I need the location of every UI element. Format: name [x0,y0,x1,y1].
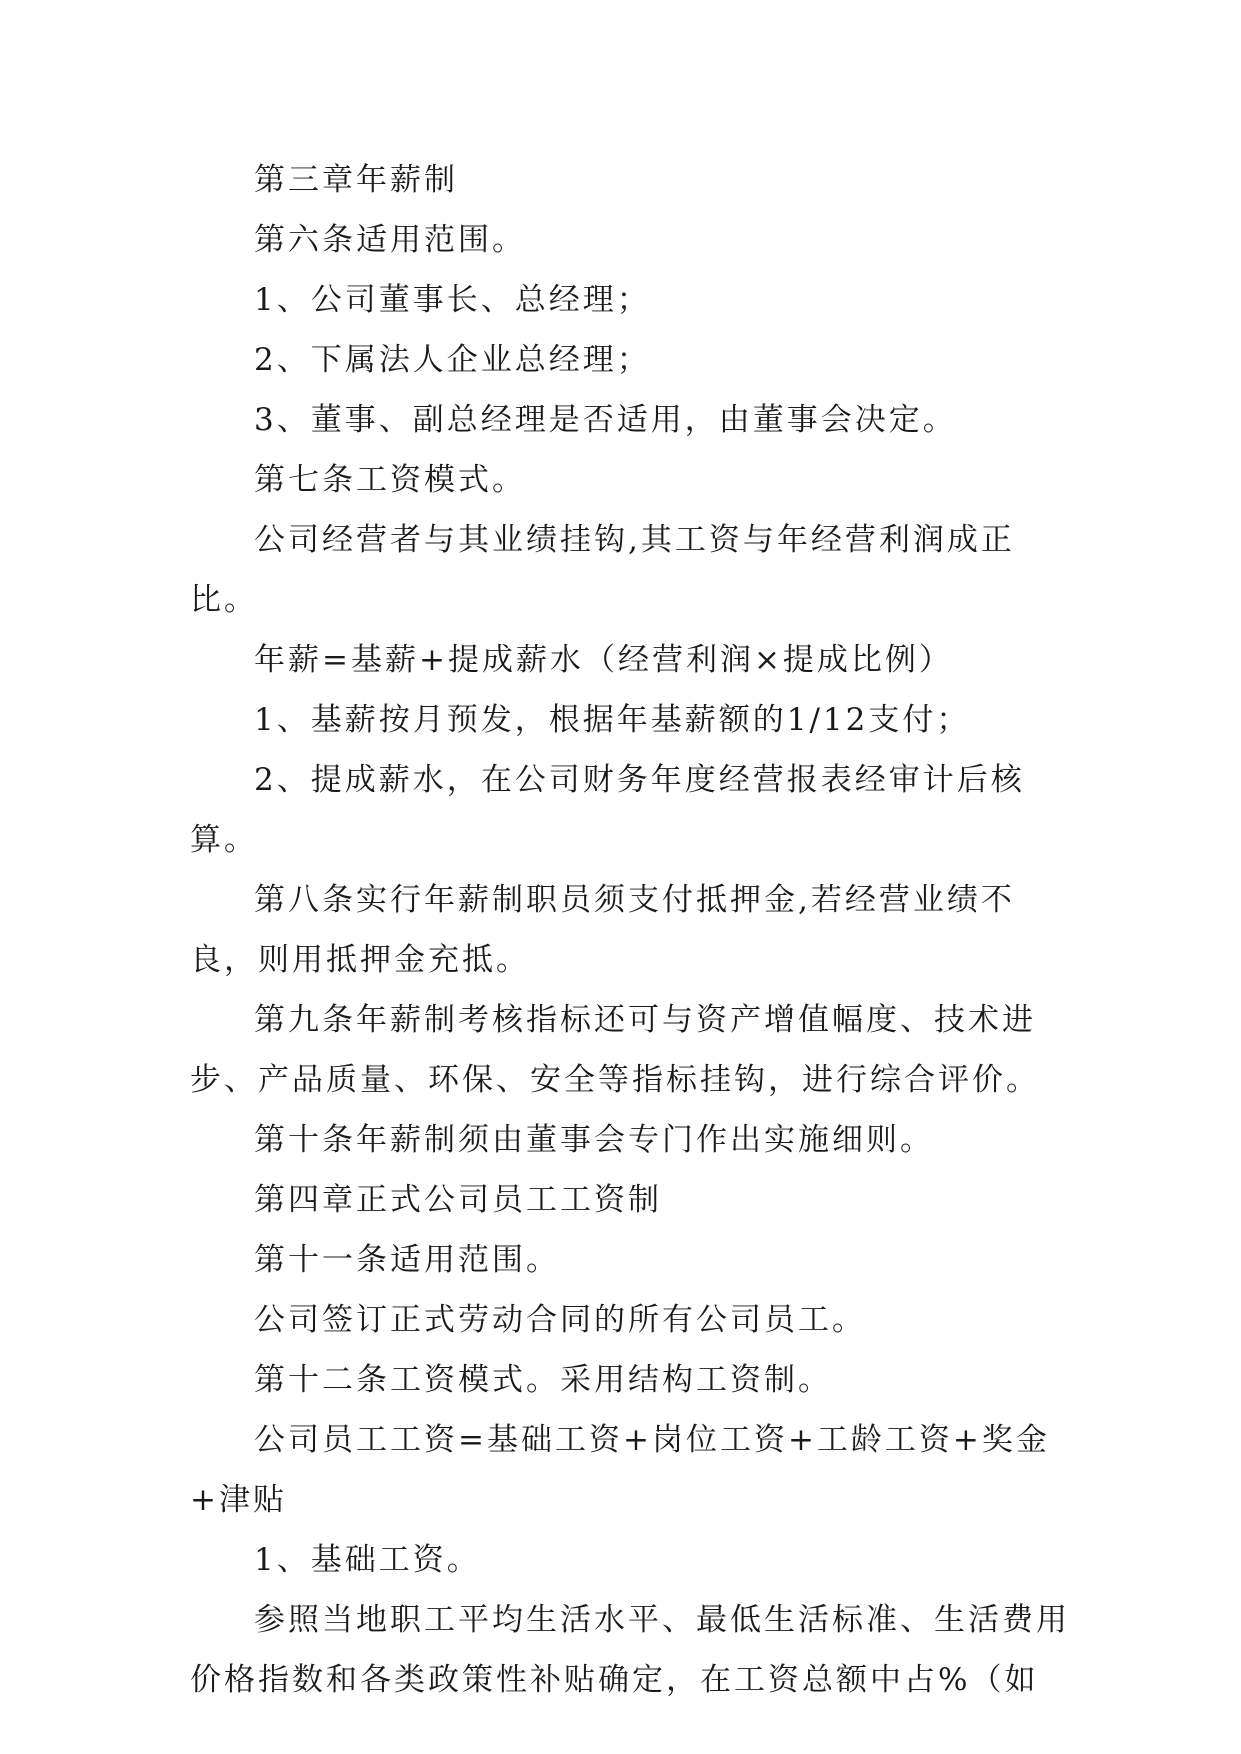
paragraph: 公司签订正式劳动合同的所有公司员工。 [254,1302,866,1338]
list-item: 1、公司董事长、总经理； [254,282,651,318]
list-item: 1、基薪按月预发，根据年基薪额的1/12支付； [254,702,971,738]
article-heading: 第七条工资模式。 [254,462,526,498]
chapter-heading: 第三章年薪制 [254,162,458,198]
chapter-heading: 第四章正式公司员工工资制 [254,1182,662,1218]
paragraph: 参照当地职工平均生活水平、最低生活标准、生活费用价格指数和各类政策性补贴确定，在工资总额中占%（如 [190,1602,1070,1698]
article-paragraph: 第十条年薪制须由董事会专门作出实施细则。 [254,1122,934,1158]
article-paragraph: 第八条实行年薪制职员须支付抵押金,若经营业绩不良，则用抵押金充抵。 [190,882,1015,978]
list-item: 1、基础工资。 [254,1542,481,1578]
formula-paragraph: 公司员工工资=基础工资+岗位工资+工龄工资+奖金+津贴 [190,1422,1050,1518]
list-item: 2、下属法人企业总经理； [254,342,651,378]
article-heading: 第十一条适用范围。 [254,1242,560,1278]
article-heading: 第六条适用范围。 [254,222,526,258]
formula-paragraph: 年薪=基薪+提成薪水（经营利润×提成比例） [254,642,953,678]
article-paragraph: 第九条年薪制考核指标还可与资产增值幅度、技术进步、产品质量、环保、安全等指标挂钩，进行综合评价。 [190,1002,1040,1098]
document-body [190,150,1070,1710]
paragraph: 公司经营者与其业绩挂钩,其工资与年经营利润成正比。 [190,522,1015,618]
list-item: 2、提成薪水，在公司财务年度经营报表经审计后核算。 [190,762,1025,858]
list-item: 3、董事、副总经理是否适用，由董事会决定。 [254,402,957,438]
article-heading: 第十二条工资模式。采用结构工资制。 [254,1362,832,1398]
